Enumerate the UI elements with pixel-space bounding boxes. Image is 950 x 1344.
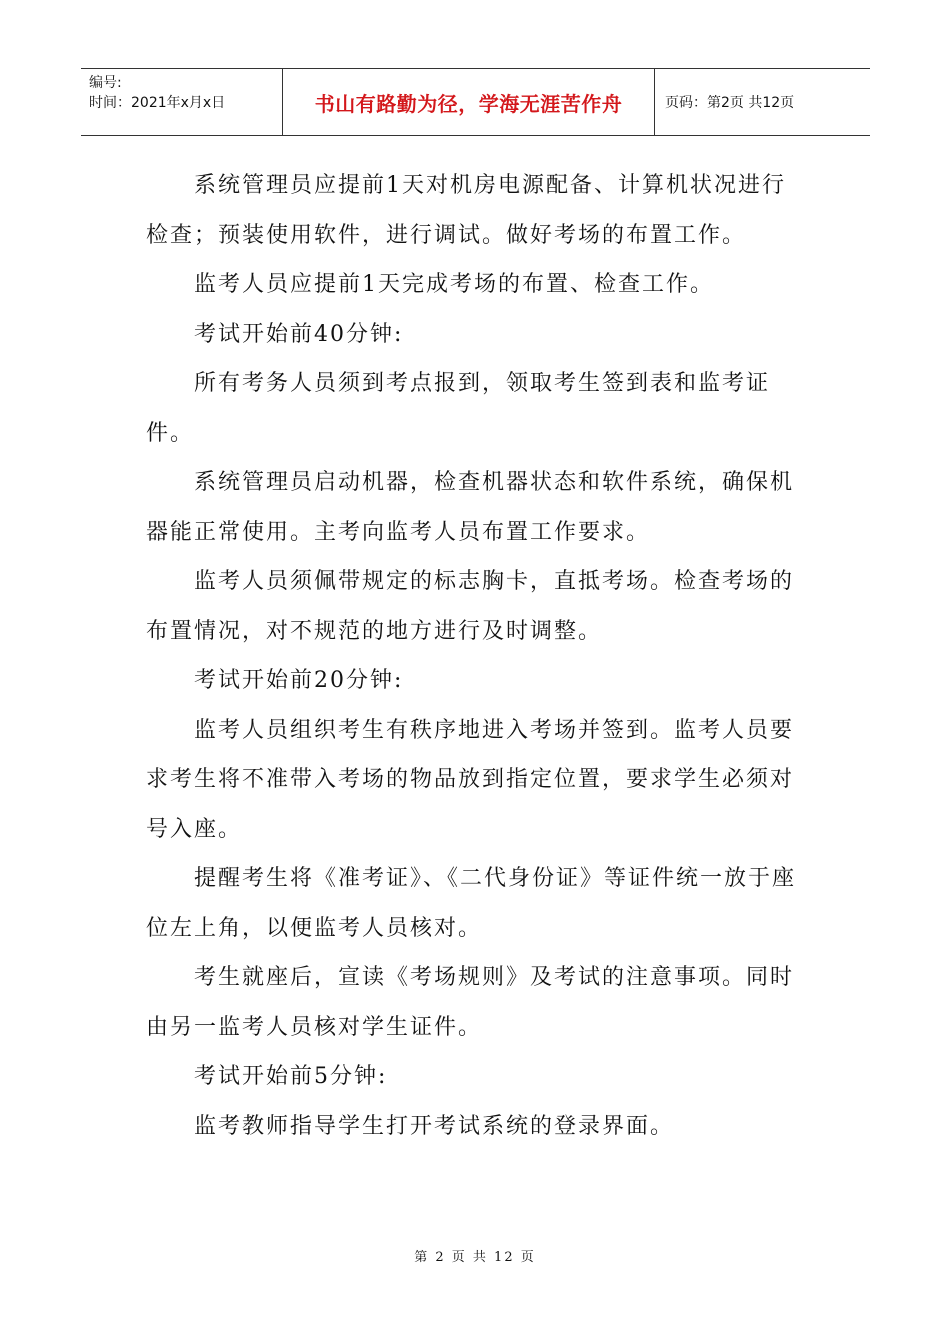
paragraph: 监考人员组织考生有秩序地进入考场并签到。监考人员要求考生将不准带入考场的物品放到指定位置，要求学生必须对号入座。	[146, 717, 795, 842]
page-footer: 第 2 页 共 12 页	[414, 1250, 536, 1265]
header-page-code: 页码：第2页 共12页	[665, 95, 795, 111]
time-label: 时间：2021年x月x日	[89, 95, 226, 111]
document-body	[146, 161, 796, 1151]
paragraph: 监考人员应提前1天完成考场的布置、检查工作。	[194, 272, 714, 297]
header-meta	[81, 69, 283, 135]
paragraph: 所有考务人员须到考点报到，领取考生签到表和监考证件。	[146, 371, 771, 446]
page-header	[81, 68, 870, 136]
paragraph: 系统管理员启动机器，检查机器状态和软件系统，确保机器能正常使用。主考向监考人员布置工作要求。	[146, 470, 795, 545]
section-heading: 考试开始前5分钟:	[194, 1064, 388, 1089]
paragraph: 系统管理员应提前1天对机房电源配备、计算机状况进行检查；预装使用软件，进行调试。做好考场的布置工作。	[146, 173, 786, 248]
paragraph: 监考教师指导学生打开考试系统的登录界面。	[194, 1113, 675, 1139]
paragraph: 考生就座后，宣读《考场规则》及考试的注意事项。同时由另一监考人员核对学生证件。	[146, 965, 795, 1040]
number-label: 编号:	[89, 75, 122, 91]
paragraph: 监考人员须佩带规定的标志胸卡，直抵考场。检查考场的布置情况，对不规范的地方进行及时调整。	[146, 569, 795, 644]
section-heading: 考试开始前20分钟:	[194, 668, 404, 693]
paragraph: 提醒考生将《准考证》、《二代身份证》等证件统一放于座位左上角，以便监考人员核对。	[146, 866, 797, 941]
header-motto: 书山有路勤为径，学海无涯苦作舟	[283, 69, 655, 135]
section-heading: 考试开始前40分钟:	[194, 321, 404, 347]
